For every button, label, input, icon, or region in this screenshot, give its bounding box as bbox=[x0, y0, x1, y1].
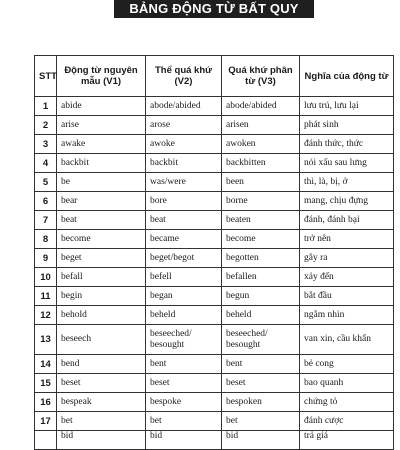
cell-v3: bent bbox=[222, 355, 300, 374]
cell-v2: bent bbox=[146, 355, 222, 374]
cell-v1: beseech bbox=[57, 325, 146, 355]
table-row bbox=[35, 287, 394, 306]
cell-stt bbox=[35, 431, 57, 450]
cell-v2: bore bbox=[146, 192, 222, 211]
cell-v3: backbitten bbox=[222, 154, 300, 173]
cell-meaning: xảy đến bbox=[300, 268, 394, 287]
cell-stt: 3 bbox=[35, 135, 57, 154]
header-v2: Thể quá khứ (V2) bbox=[146, 56, 222, 97]
table-row bbox=[35, 355, 394, 374]
cell-v2: beset bbox=[146, 374, 222, 393]
cell-meaning: trả giá bbox=[300, 431, 394, 450]
table-row bbox=[35, 173, 394, 192]
table-row bbox=[35, 249, 394, 268]
cell-v3: beseeched/ besought bbox=[222, 325, 300, 355]
table-row bbox=[35, 211, 394, 230]
cell-meaning: phát sinh bbox=[300, 116, 394, 135]
cell-v2: beheld bbox=[146, 306, 222, 325]
cell-v2: began bbox=[146, 287, 222, 306]
cell-stt: 16 bbox=[35, 393, 57, 412]
cell-v3: beaten bbox=[222, 211, 300, 230]
cell-v2: bespoke bbox=[146, 393, 222, 412]
cell-stt: 14 bbox=[35, 355, 57, 374]
table-row bbox=[35, 97, 394, 116]
cell-v1: behold bbox=[57, 306, 146, 325]
table-row bbox=[35, 374, 394, 393]
cell-v2: beget/begot bbox=[146, 249, 222, 268]
cell-v1: arise bbox=[57, 116, 146, 135]
cell-v3: beheld bbox=[222, 306, 300, 325]
cell-meaning: mang, chịu đựng bbox=[300, 192, 394, 211]
cell-v1: bid bbox=[57, 431, 146, 450]
header-row bbox=[35, 56, 394, 97]
cell-v1: become bbox=[57, 230, 146, 249]
cell-v3: befallen bbox=[222, 268, 300, 287]
cell-meaning: chứng tỏ bbox=[300, 393, 394, 412]
header-stt: STT bbox=[35, 56, 57, 97]
header-v3: Quá khứ phân từ (V3) bbox=[222, 56, 300, 97]
cell-meaning: bắt đầu bbox=[300, 287, 394, 306]
table-row bbox=[35, 230, 394, 249]
cell-meaning: đánh cược bbox=[300, 412, 394, 431]
cell-meaning: van xin, cầu khẩn bbox=[300, 325, 394, 355]
cell-v2: awoke bbox=[146, 135, 222, 154]
table-row bbox=[35, 325, 394, 355]
cell-v3: awoken bbox=[222, 135, 300, 154]
table-row bbox=[35, 412, 394, 431]
table-row bbox=[35, 135, 394, 154]
cell-stt: 4 bbox=[35, 154, 57, 173]
cell-v1: befall bbox=[57, 268, 146, 287]
cell-meaning: thì, là, bị, ở bbox=[300, 173, 394, 192]
page-banner: BẢNG ĐỘNG TỪ BẤT QUY TẮC bbox=[114, 0, 314, 18]
table-row bbox=[35, 306, 394, 325]
cell-v1: bear bbox=[57, 192, 146, 211]
cell-stt: 2 bbox=[35, 116, 57, 135]
cell-v2: arose bbox=[146, 116, 222, 135]
cell-meaning: đánh thức, thức bbox=[300, 135, 394, 154]
table-row bbox=[35, 268, 394, 287]
cell-meaning: nói xấu sau lưng bbox=[300, 154, 394, 173]
cell-stt: 9 bbox=[35, 249, 57, 268]
cell-meaning: gây ra bbox=[300, 249, 394, 268]
cell-v1: bet bbox=[57, 412, 146, 431]
cell-v1: beset bbox=[57, 374, 146, 393]
cell-v1: begin bbox=[57, 287, 146, 306]
cell-meaning: bao quanh bbox=[300, 374, 394, 393]
cell-v3: bid bbox=[222, 431, 300, 450]
cell-v2: was/were bbox=[146, 173, 222, 192]
cell-v1: awake bbox=[57, 135, 146, 154]
cell-stt: 12 bbox=[35, 306, 57, 325]
cell-v2: backbit bbox=[146, 154, 222, 173]
cell-meaning: trở nên bbox=[300, 230, 394, 249]
cell-meaning: bẻ cong bbox=[300, 355, 394, 374]
cell-v2: bid bbox=[146, 431, 222, 450]
cell-stt: 1 bbox=[35, 97, 57, 116]
cell-v2: befell bbox=[146, 268, 222, 287]
table-row bbox=[35, 154, 394, 173]
cell-v3: arisen bbox=[222, 116, 300, 135]
cell-v2: became bbox=[146, 230, 222, 249]
cell-v1: backbit bbox=[57, 154, 146, 173]
cell-v2: beat bbox=[146, 211, 222, 230]
cell-v2: abode/abided bbox=[146, 97, 222, 116]
cell-v1: abide bbox=[57, 97, 146, 116]
cell-v1: bespeak bbox=[57, 393, 146, 412]
cell-v2: beseeched/ besought bbox=[146, 325, 222, 355]
cell-stt: 17 bbox=[35, 412, 57, 431]
cell-v3: borne bbox=[222, 192, 300, 211]
header-meaning: Nghĩa của động từ bbox=[300, 56, 394, 97]
cell-meaning: đánh, đánh bại bbox=[300, 211, 394, 230]
cell-v1: beget bbox=[57, 249, 146, 268]
cell-v2: bet bbox=[146, 412, 222, 431]
table-row bbox=[35, 116, 394, 135]
cell-meaning: ngắm nhìn bbox=[300, 306, 394, 325]
table-row bbox=[35, 393, 394, 412]
cell-v3: bet bbox=[222, 412, 300, 431]
cell-stt: 15 bbox=[35, 374, 57, 393]
cell-stt: 11 bbox=[35, 287, 57, 306]
cell-stt: 6 bbox=[35, 192, 57, 211]
irregular-verbs-table bbox=[34, 55, 394, 450]
cell-v1: beat bbox=[57, 211, 146, 230]
cell-meaning: lưu trú, lưu lại bbox=[300, 97, 394, 116]
table-row bbox=[35, 431, 394, 450]
table-row bbox=[35, 192, 394, 211]
cell-v3: been bbox=[222, 173, 300, 192]
cell-v1: bend bbox=[57, 355, 146, 374]
cell-v3: begun bbox=[222, 287, 300, 306]
cell-v3: bespoken bbox=[222, 393, 300, 412]
cell-v3: abode/abided bbox=[222, 97, 300, 116]
cell-stt: 5 bbox=[35, 173, 57, 192]
header-v1: Động từ nguyên mẫu (V1) bbox=[57, 56, 146, 97]
cell-stt: 10 bbox=[35, 268, 57, 287]
cell-stt: 13 bbox=[35, 325, 57, 355]
cell-v3: begotten bbox=[222, 249, 300, 268]
cell-stt: 7 bbox=[35, 211, 57, 230]
cell-stt: 8 bbox=[35, 230, 57, 249]
cell-v3: beset bbox=[222, 374, 300, 393]
cell-v1: be bbox=[57, 173, 146, 192]
cell-v3: become bbox=[222, 230, 300, 249]
